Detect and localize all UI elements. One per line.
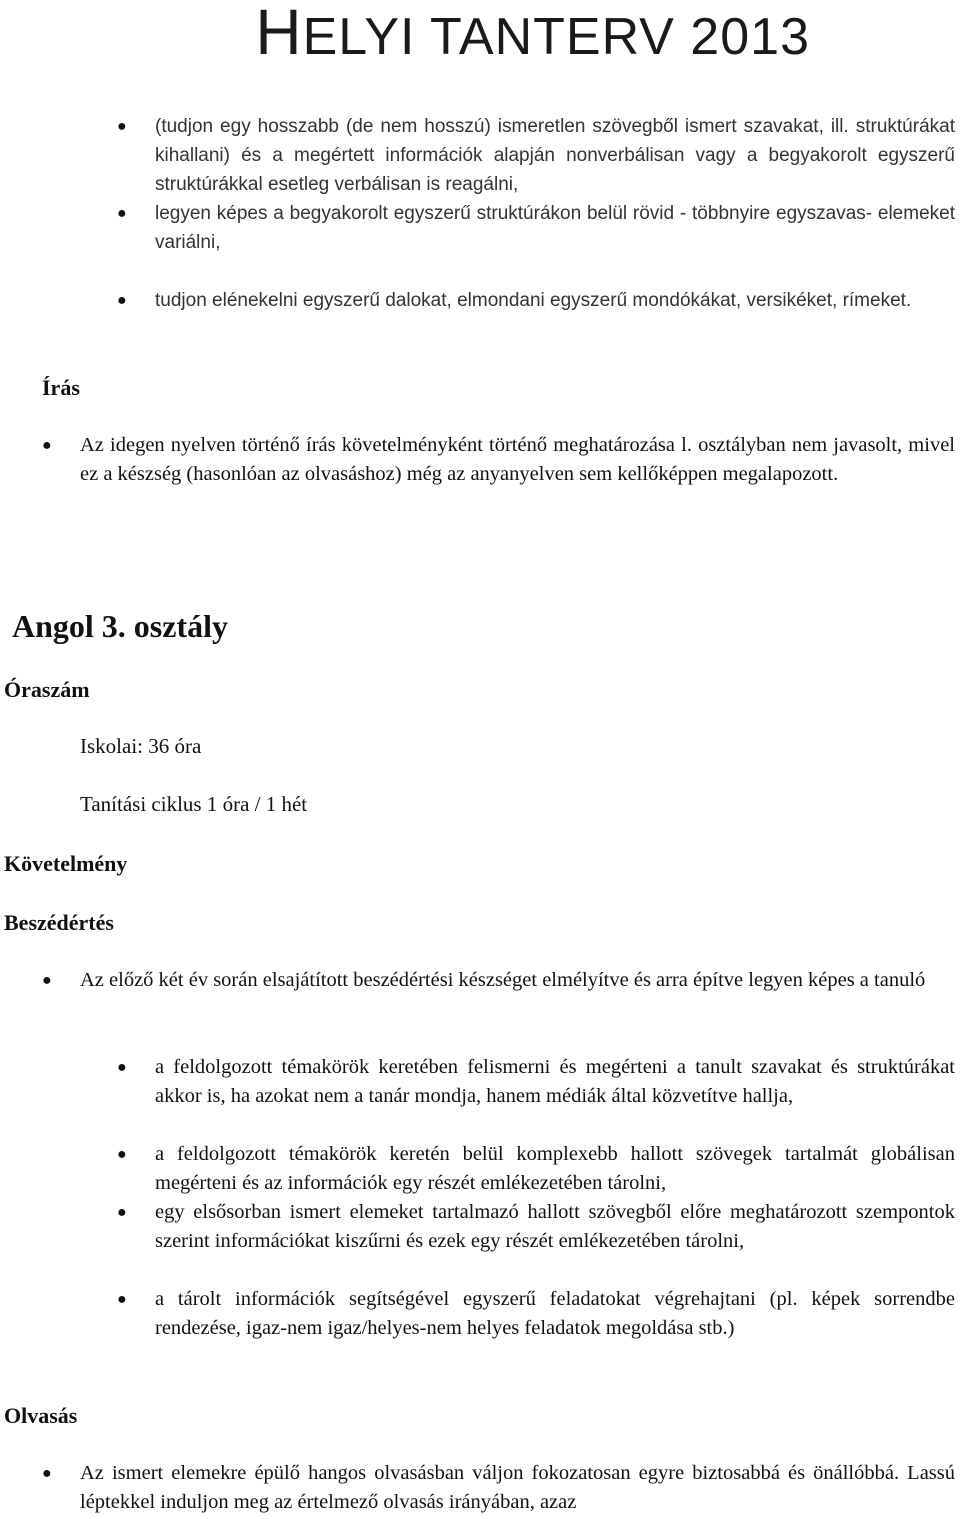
list-item: a feldolgozott témakörök keretén belül komplexebb hallott szövegek tartalmát globálisan megérteni és az információk egy részét emlékezetében tárolni, xyxy=(155,1143,955,1194)
olvasas-heading: Olvasás xyxy=(4,1403,78,1428)
kovetelmeny-heading: Követelmény xyxy=(4,851,128,876)
page-header-title xyxy=(255,0,810,69)
iras-heading: Írás xyxy=(42,375,80,400)
list-item: (tudjon egy hosszabb (de nem hosszú) ismeretlen szövegből ismert szavakat, ill. struktúrákat kihallani) és a megértett információk alapján nonverbálisan vagy a begyakorolt egyszerű struktúrákkal esetleg verbálisan is reagálni, xyxy=(155,116,955,195)
bullet-icon: ● xyxy=(117,1291,127,1308)
iras-text: Az idegen nyelven történő írás követelményként történő meghatározása l. osztályban nem javasolt, mivel ez a készség (hasonlóan az olvasáshoz) még az anyanyelven sem kellőképpen megalapozott. xyxy=(80,434,955,485)
bullet-icon: ● xyxy=(117,205,127,222)
bullet-icon: ● xyxy=(117,292,127,309)
tanitasi-ciklus: Tanítási ciklus 1 óra / 1 hét xyxy=(80,792,308,816)
iskolai-oraszam: Iskolai: 36 óra xyxy=(80,734,202,758)
bullet-icon: ● xyxy=(42,1465,52,1482)
bullet-icon: ● xyxy=(42,972,52,989)
bullet-icon: ● xyxy=(42,437,52,454)
list-item: a feldolgozott témakörök keretében felismerni és megérteni a tanult szavakat és struktúrákat akkor is, ha azokat nem a tanár mondja, hanem médiák által közvetítve hallja, xyxy=(155,1056,955,1107)
list-item: legyen képes a begyakorolt egyszerű struktúrákon belül rövid - többnyire egyszavas- elemeket variálni, xyxy=(155,203,955,253)
header-title-cap: H xyxy=(255,0,303,68)
bullet-icon: ● xyxy=(117,118,127,135)
beszedertes-intro: Az előző két év során elsajátított beszédértési készséget elmélyítve és arra építve legyen képes a tanuló xyxy=(80,969,926,991)
list-item: a tárolt információk segítségével egyszerű feladatokat végrehajtani (pl. képek sorrendbe rendezése, igaz-nem igaz/helyes-nem helyes feladatok megoldása stb.) xyxy=(155,1288,955,1339)
header-title-rest: ELYI TANTERV 2013 xyxy=(302,8,810,66)
bullet-icon: ● xyxy=(117,1204,127,1221)
list-item: tudjon elénekelni egyszerű dalokat, elmondani egyszerű mondókákat, versikéket, rímeket. xyxy=(155,290,912,311)
section-title: Angol 3. osztály xyxy=(12,608,228,644)
bullet-icon: ● xyxy=(117,1059,127,1076)
olvasas-text: Az ismert elemekre épülő hangos olvasásban váljon fokozatosan egyre biztosabbá és önállóbbá. Lassú léptekkel induljon meg az értelmező olvasás irányában, azaz xyxy=(80,1462,955,1513)
beszedertes-heading: Beszédértés xyxy=(4,910,114,935)
bullet-icon: ● xyxy=(117,1146,127,1163)
oraszam-heading: Óraszám xyxy=(4,677,90,702)
list-item: egy elsősorban ismert elemeket tartalmazó hallott szövegből előre meghatározott szempontok szerint információkat kiszűrni és ezek egy részét emlékezetében tárolni, xyxy=(155,1201,955,1252)
